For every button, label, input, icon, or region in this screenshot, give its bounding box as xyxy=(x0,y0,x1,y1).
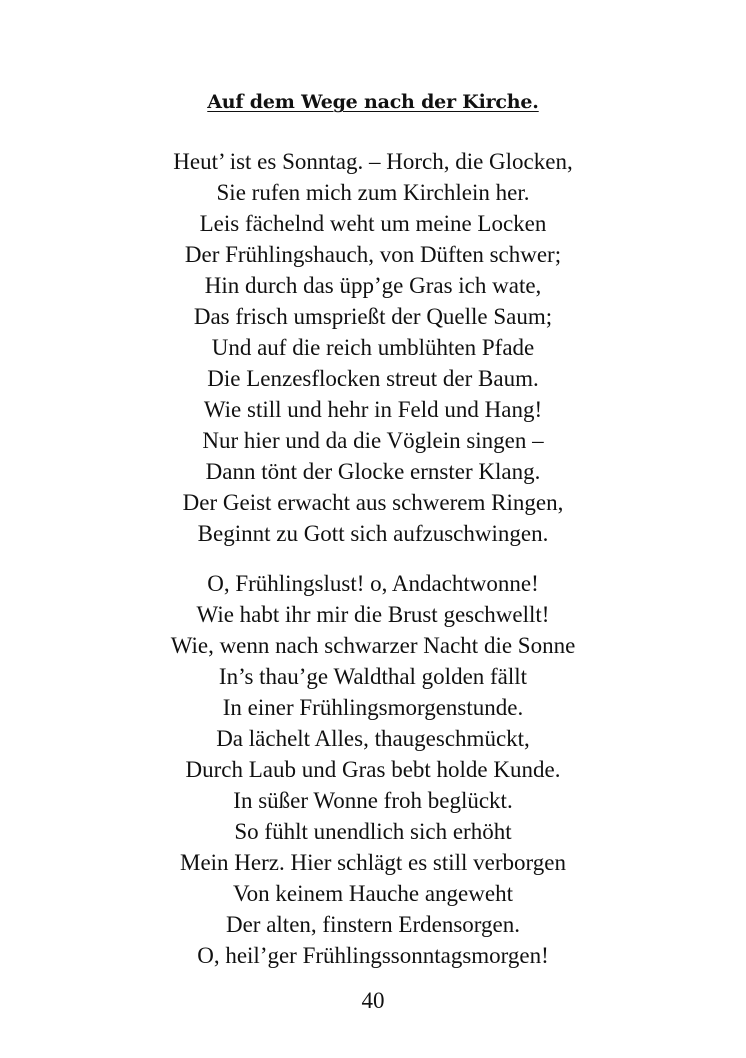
poem-line: Da lächelt Alles, thaugeschmückt, xyxy=(216,726,530,751)
poem-line: In’s thau’ge Waldthal golden fällt xyxy=(218,664,528,689)
page-number: 40 xyxy=(361,988,385,1013)
poem-line: Heut’ ist es Sonntag. – Horch, die Glocken, xyxy=(173,149,573,174)
poem-line: Durch Laub und Gras bebt holde Kunde. xyxy=(185,757,561,782)
poem-line: Das frisch umsprießt der Quelle Saum; xyxy=(193,304,553,329)
poem-line: Leis fächelnd weht um meine Locken xyxy=(199,211,547,236)
poem-line: Der alten, finstern Erdensorgen. xyxy=(225,912,520,937)
poem-line: O, Frühlingslust! o, Andachtwonne! xyxy=(207,571,539,596)
poem-line: So fühlt unendlich sich erhöht xyxy=(234,819,512,844)
poem-line: Wie habt ihr mir die Brust geschwellt! xyxy=(196,602,550,627)
poem-line: Und auf die reich umblühten Pfade xyxy=(211,335,535,360)
poem-line: Dann tönt der Glocke ernster Klang. xyxy=(205,459,541,484)
poem-title: Auf dem Wege nach der Kirche. xyxy=(207,91,539,113)
poem-line: Von keinem Hauche angeweht xyxy=(233,881,513,906)
poem-line: Der Frühlingshauch, von Düften schwer; xyxy=(184,242,562,267)
poem-line: In süßer Wonne froh beglückt. xyxy=(233,788,513,813)
stanza-2 xyxy=(0,568,746,971)
stanza-1 xyxy=(0,146,746,549)
poem-line: Die Lenzesflocken streut der Baum. xyxy=(207,366,539,391)
poem-line: Wie still und hehr in Feld und Hang! xyxy=(203,397,543,422)
poem-line: Mein Herz. Hier schlägt es still verborgen xyxy=(180,850,566,875)
poem-line: Sie rufen mich zum Kirchlein her. xyxy=(216,180,530,205)
poem-line: Hin durch das üpp’ge Gras ich wate, xyxy=(204,273,542,298)
poem-line: Der Geist erwacht aus schwerem Ringen, xyxy=(182,490,564,515)
poem-line: Wie, wenn nach schwarzer Nacht die Sonne xyxy=(170,633,576,658)
poem-line: O, heil’ger Frühlingssonntagsmorgen! xyxy=(197,943,549,968)
poem-line: In einer Frühlingsmorgenstunde. xyxy=(222,695,524,720)
poem-line: Beginnt zu Gott sich aufzuschwingen. xyxy=(197,521,549,546)
poem-line: Nur hier und da die Vöglein singen – xyxy=(202,428,544,453)
